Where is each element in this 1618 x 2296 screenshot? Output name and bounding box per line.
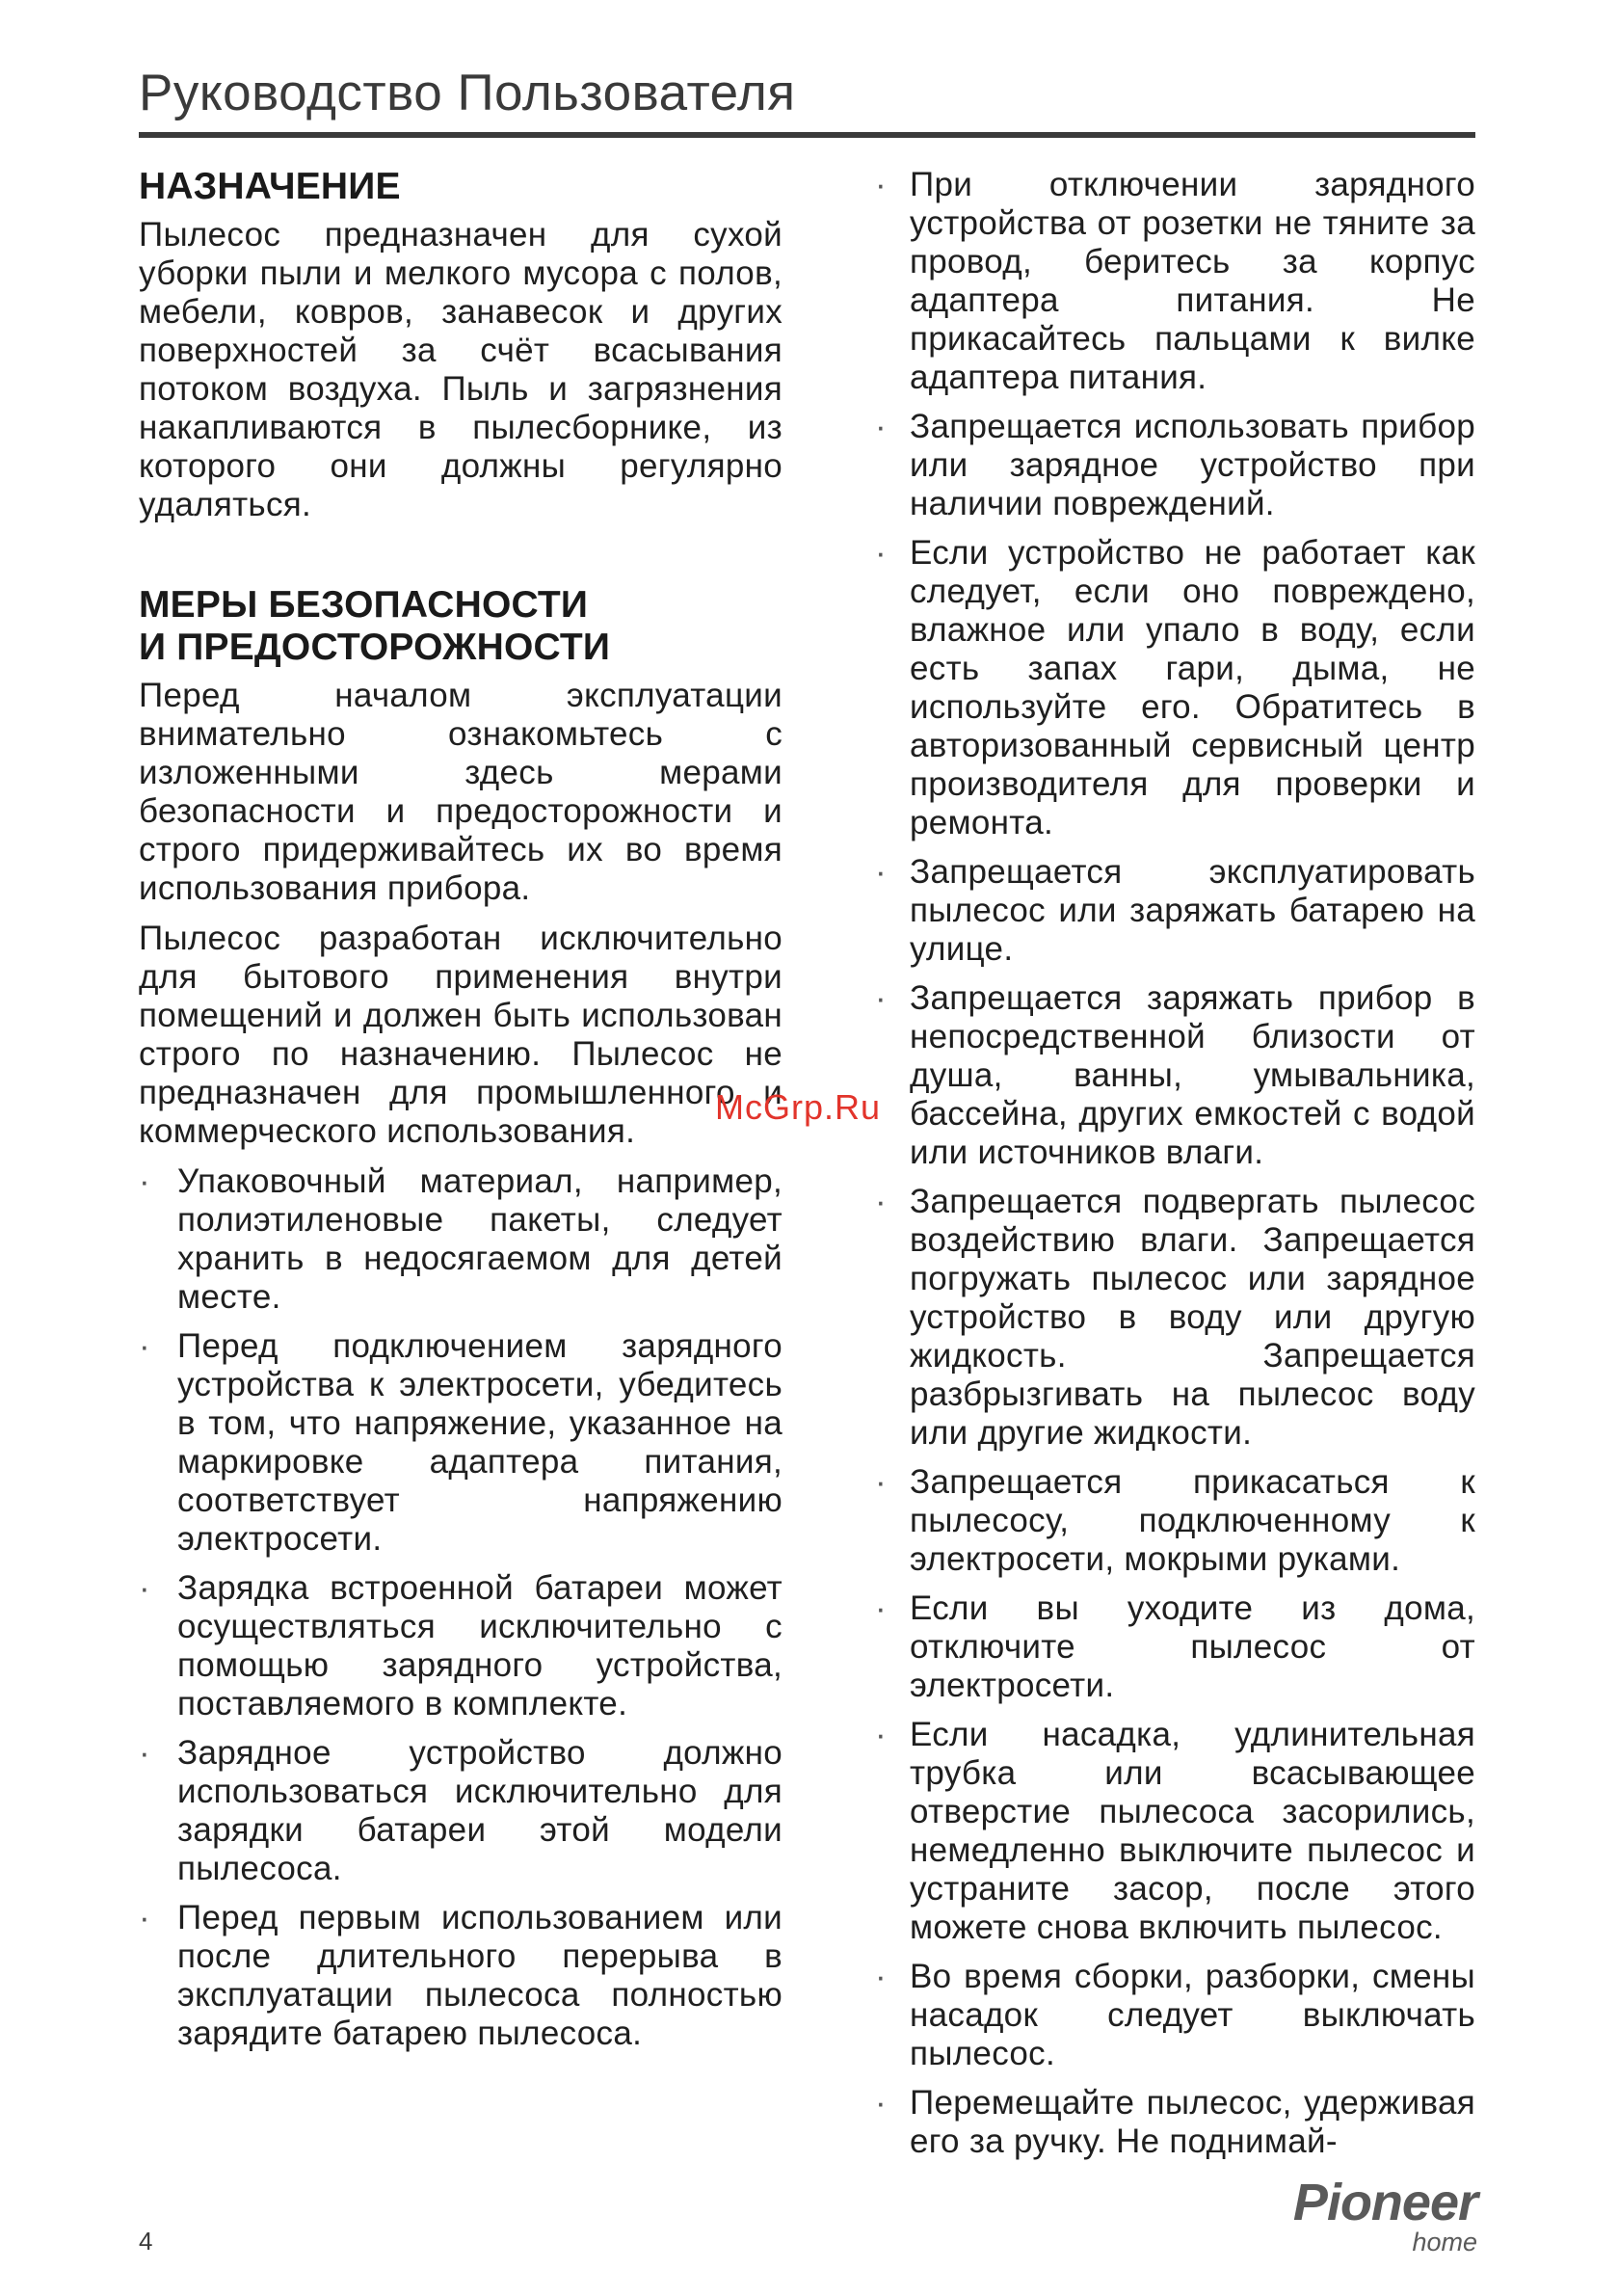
list-item-text: Запрещается подвергать пылесос воздействию влаги. Запрещается погружать пылесос или зарядное устройство в воду или другую жидкость. Запрещается разбрызгивать на пылесос воду или другие жидкости. <box>910 1183 1475 1452</box>
list-item <box>867 1183 1475 1453</box>
list-item-text: При отключении зарядного устройства от розетки не тяните за провод, беритесь за корпус адаптера питания. Не прикасайтесь пальцами к вилке адаптера питания. <box>910 166 1475 396</box>
right-column <box>867 166 1475 2172</box>
safety-heading-line-1: МЕРЫ БЕЗОПАСНОСТИ <box>139 584 589 626</box>
bullet-icon: · <box>139 1569 150 1607</box>
watermark: McGrp.Ru <box>715 1087 882 1127</box>
brand-logo <box>1270 2176 1477 2256</box>
list-item-text: Перемещайте пылесос, удерживая его за ручку. Не поднимай- <box>910 2084 1475 2160</box>
left-bullet-list <box>139 1162 782 2053</box>
list-item <box>867 534 1475 842</box>
bullet-icon: · <box>875 1958 887 1995</box>
bullet-icon: · <box>875 979 887 1017</box>
list-item-text: Если насадка, удлинительная трубка или всасывающее отверстие пылесоса засорились, немедленно выключите пылесос и устраните засор, после этого можете снова включить пылесос. <box>910 1716 1475 1946</box>
list-item <box>867 1716 1475 1947</box>
list-item <box>139 1734 782 1888</box>
list-item-text: Если вы уходите из дома, отключите пылесос от электросети. <box>910 1589 1475 1704</box>
list-item <box>139 1327 782 1559</box>
list-item-text: Перед подключением зарядного устройства к электросети, убедитесь в том, что напряжение, указанное на маркировке адаптера питания, соответствует напряжению электросети. <box>177 1327 782 1558</box>
bullet-icon: · <box>875 166 887 203</box>
list-item-text: Запрещается использовать прибор или зарядное устройство при наличии повреждений. <box>910 408 1475 522</box>
list-item-text: Запрещается эксплуатировать пылесос или заряжать батарею на улице. <box>910 853 1475 968</box>
bullet-icon: · <box>139 1327 150 1365</box>
bullet-icon: · <box>875 853 887 891</box>
bullet-icon: · <box>875 534 887 572</box>
list-item <box>139 1899 782 2053</box>
purpose-paragraph: Пылесос предназначен для сухой уборки пыли и мелкого мусора с полов, мебели, ковров, занавесок и других поверхностей за счёт всасывания потоком воздуха. Пыль и загрязнения накапливаются в пылесборнике, из которого они должны регулярно удаляться. <box>139 216 782 523</box>
bullet-icon: · <box>875 1183 887 1220</box>
left-column <box>139 166 782 2064</box>
bullet-icon: · <box>875 1589 887 1627</box>
bullet-icon: · <box>139 1899 150 1936</box>
page-header-title: Руководство Пользователя <box>139 65 796 121</box>
list-item <box>867 853 1475 969</box>
household-use-paragraph: Пылесос разработан исключительно для бытового применения внутри помещений и должен быть использован строго по назначению. Пылесос не предназначен для промышленного и коммерческого использования. <box>139 920 782 1150</box>
safety-intro-paragraph: Перед началом эксплуатации внимательно ознакомьтесь с изложенными здесь мерами безопасности и предосторожности и строго придерживайтесь их во время использования прибора. <box>139 677 782 907</box>
bullet-icon: · <box>875 408 887 445</box>
header-divider <box>139 132 1475 138</box>
list-item-text: Запрещается заряжать прибор в непосредственной близости от душа, ванны, умывальника, бассейна, других емкостей с водой или источников влаги. <box>910 979 1475 1171</box>
purpose-heading: НАЗНАЧЕНИЕ <box>139 166 401 207</box>
bullet-icon: · <box>875 2084 887 2122</box>
right-bullet-list <box>867 166 1475 2161</box>
page-number: 4 <box>139 2227 153 2256</box>
safety-heading-line-2: И ПРЕДОСТОРОЖНОСТИ <box>139 627 611 668</box>
list-item <box>867 166 1475 397</box>
list-item <box>867 2084 1475 2161</box>
list-item <box>867 979 1475 1172</box>
bullet-icon: · <box>875 1463 887 1501</box>
brand-logo-sub: home <box>1412 2228 1477 2256</box>
list-item <box>867 408 1475 523</box>
list-item-text: Во время сборки, разборки, смены насадок следует выключать пылесос. <box>910 1958 1475 2072</box>
brand-logo-main: Pioneer <box>1292 2174 1477 2231</box>
list-item-text: Зарядка встроенной батареи может осуществляться исключительно с помощью зарядного устройства, поставляемого в комплекте. <box>177 1569 782 1722</box>
safety-heading <box>139 584 782 669</box>
list-item <box>139 1569 782 1723</box>
list-item <box>867 1958 1475 2073</box>
list-item <box>867 1463 1475 1579</box>
bullet-icon: · <box>875 1716 887 1753</box>
bullet-icon: · <box>139 1162 150 1200</box>
list-item-text: Зарядное устройство должно использоваться исключительно для зарядки батареи этой модели пылесоса. <box>177 1734 782 1887</box>
list-item <box>139 1162 782 1317</box>
list-item-text: Если устройство не работает как следует, если оно повреждено, влажное или упало в воду, если есть запах гари, дыма, не используйте его. Обратитесь в авторизованный сервисный центр производителя для проверки и ремонта. <box>910 534 1475 841</box>
list-item-text: Запрещается прикасаться к пылесосу, подключенному к электросети, мокрыми руками. <box>910 1463 1475 1578</box>
list-item <box>867 1589 1475 1705</box>
list-item-text: Перед первым использованием или после длительного перерыва в эксплуатации пылесоса полностью зарядите батарею пылесоса. <box>177 1899 782 2052</box>
list-item-text: Упаковочный материал, например, полиэтиленовые пакеты, следует хранить в недосягаемом для детей месте. <box>177 1162 782 1316</box>
bullet-icon: · <box>139 1734 150 1772</box>
